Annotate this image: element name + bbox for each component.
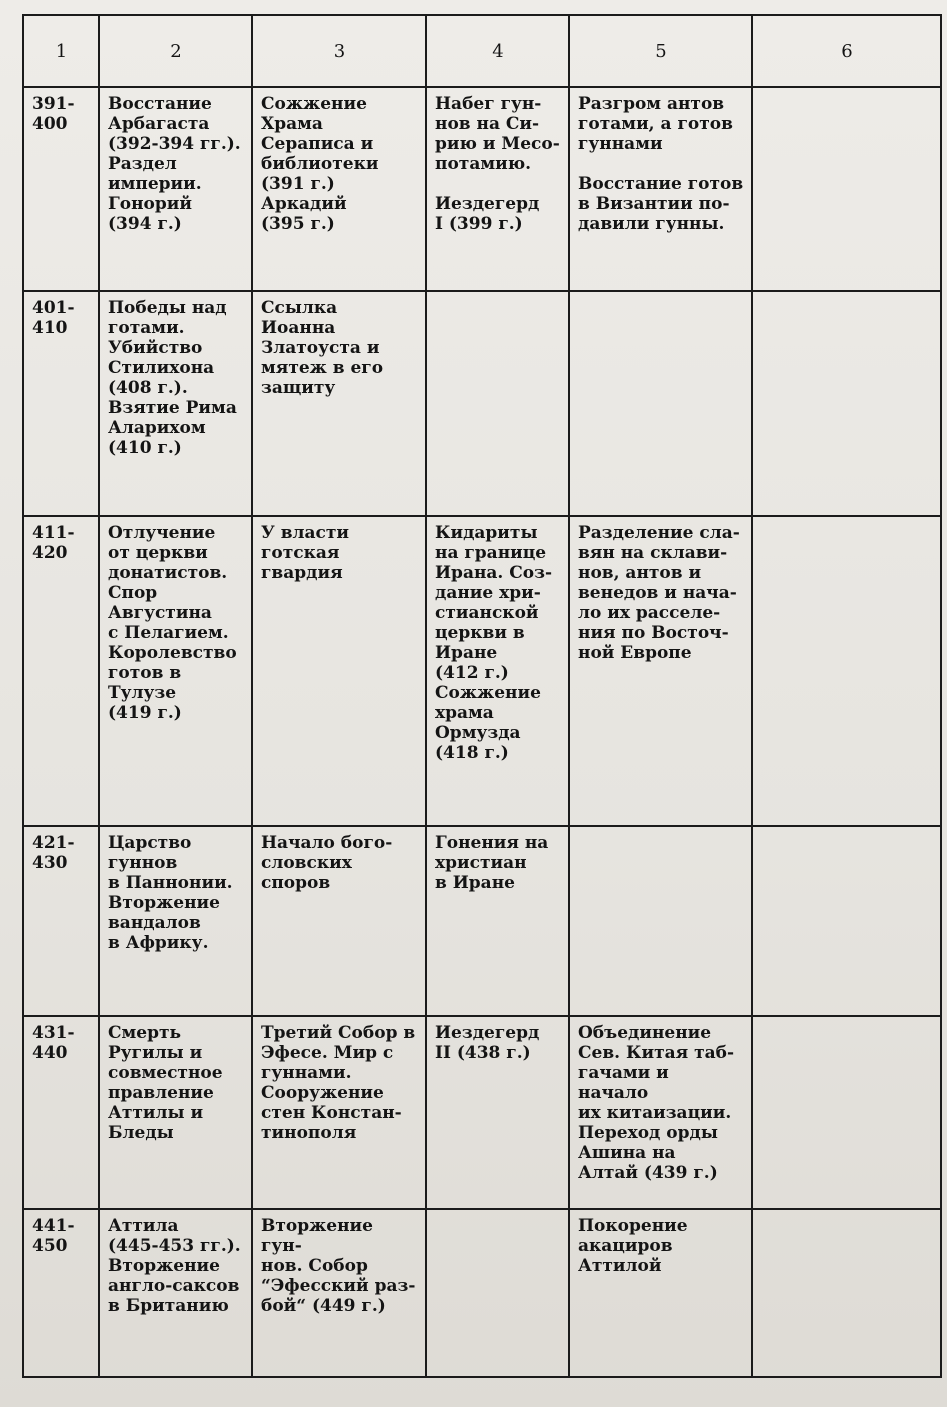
chronology-table	[22, 14, 942, 1378]
decade-label: 401- 410	[32, 298, 75, 338]
header-row	[23, 15, 941, 87]
cell-text: Кидариты на границе Ирана. Соз- дание хри- стианской церкви в Иране (412 г.) Сожжение храма Ормузда (418 г.)	[435, 523, 553, 763]
column-header: 5	[569, 15, 752, 87]
table-cell	[426, 1016, 569, 1209]
cell-text: Набег гун- нов на Си- рию и Месо- потамию. Иездегерд I (399 г.)	[435, 94, 560, 234]
cell-text: Сожжение Храма Сераписа и библиотеки (391 г.) Аркадий (395 г.)	[261, 94, 379, 234]
decade-cell	[23, 291, 99, 516]
cell-text: Царство гуннов в Паннонии. Вторжение вандалов в Африку.	[108, 833, 233, 953]
decade-label: 431- 440	[32, 1023, 75, 1063]
decade-cell	[23, 826, 99, 1016]
table-row	[23, 516, 941, 826]
table-cell	[569, 1209, 752, 1377]
table-row	[23, 87, 941, 291]
table-cell	[752, 516, 941, 826]
decade-label: 411- 420	[32, 523, 75, 563]
cell-text: Гонения на христиан в Иране	[435, 833, 549, 893]
table-cell	[252, 1209, 426, 1377]
cell-text: У власти готская гвардия	[261, 523, 350, 583]
column-header: 3	[252, 15, 426, 87]
decade-cell	[23, 516, 99, 826]
table-cell	[99, 1016, 252, 1209]
column-header: 2	[99, 15, 252, 87]
table-row	[23, 1209, 941, 1377]
cell-text: Разгром антов готами, а готов гуннами Восстание готов в Византии по- давили гунны.	[578, 94, 744, 234]
table-row	[23, 1016, 941, 1209]
table-cell	[99, 1209, 252, 1377]
cell-text: Объединение Сев. Китая таб- гачами и начало их китаизации. Переход орды Ашина на Алтай (439 г.)	[578, 1023, 735, 1183]
cell-text: Вторжение гун- нов. Собор “Эфесский раз- бой“ (449 г.)	[261, 1216, 416, 1316]
table-cell	[752, 291, 941, 516]
table-cell	[752, 1016, 941, 1209]
table-cell	[252, 87, 426, 291]
cell-text: Разделение сла- вян на склави- нов, антов и венедов и нача- ло их расселе- ния по Восточ- ной Европе	[578, 523, 740, 663]
table-cell	[752, 87, 941, 291]
decade-label: 421- 430	[32, 833, 75, 873]
table-row	[23, 826, 941, 1016]
table-row	[23, 291, 941, 516]
table-cell	[426, 87, 569, 291]
table-cell	[752, 1209, 941, 1377]
decade-cell	[23, 1209, 99, 1377]
table-cell	[569, 516, 752, 826]
table-cell	[426, 1209, 569, 1377]
table-cell	[426, 291, 569, 516]
cell-text: Аттила (445-453 гг.). Вторжение англо-саксов в Британию	[108, 1216, 241, 1316]
cell-text: Восстание Арбагаста (392-394 гг.). Раздел империи. Гонорий (394 г.)	[108, 94, 241, 234]
table-cell	[252, 826, 426, 1016]
column-header: 4	[426, 15, 569, 87]
table-cell	[99, 826, 252, 1016]
decade-cell	[23, 1016, 99, 1209]
table-cell	[426, 516, 569, 826]
cell-text: Иездегерд II (438 г.)	[435, 1023, 540, 1063]
decade-label: 391- 400	[32, 94, 75, 134]
cell-text: Победы над готами. Убийство Стилихона (408 г.). Взятие Рима Аларихом (410 г.)	[108, 298, 237, 458]
cell-text: Ссылка Иоанна Златоуста и мятеж в его защиту	[261, 298, 384, 398]
table-cell	[252, 516, 426, 826]
table-cell	[252, 1016, 426, 1209]
cell-text: Начало бого- словских споров	[261, 833, 393, 893]
column-header: 1	[23, 15, 99, 87]
table-cell	[426, 826, 569, 1016]
table-cell	[569, 826, 752, 1016]
table-cell	[752, 826, 941, 1016]
cell-text: Покорение акациров Аттилой	[578, 1216, 688, 1276]
decade-label: 441- 450	[32, 1216, 75, 1256]
table-cell	[569, 1016, 752, 1209]
cell-text: Отлучение от церкви донатистов. Спор Августина с Пелагием. Королевство готов в Тулузе (419 г.)	[108, 523, 237, 723]
table-cell	[99, 87, 252, 291]
table-cell	[569, 87, 752, 291]
cell-text: Третий Собор в Эфесе. Мир с гуннами. Сооружение стен Констан- тинополя	[261, 1023, 416, 1143]
table-cell	[99, 516, 252, 826]
table-cell	[569, 291, 752, 516]
table-cell	[99, 291, 252, 516]
cell-text: Смерть Ругилы и совместное правление Аттилы и Бледы	[108, 1023, 223, 1143]
column-header: 6	[752, 15, 941, 87]
table-cell	[252, 291, 426, 516]
decade-cell	[23, 87, 99, 291]
